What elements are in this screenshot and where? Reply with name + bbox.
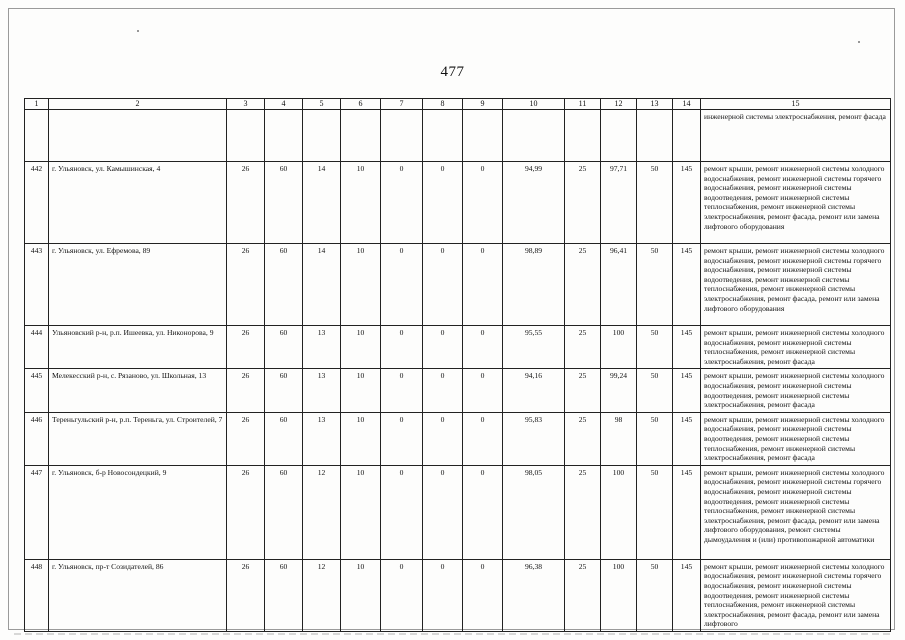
value-cell-c12: 100	[601, 465, 637, 559]
value-cell-c13: 50	[637, 412, 673, 465]
value-cell-c7: 0	[381, 412, 423, 465]
value-cell-c4: 60	[265, 162, 303, 244]
address-cell: г. Ульяновск, ул. Ефремова, 89	[49, 244, 227, 326]
value-cell-c11: 25	[565, 465, 601, 559]
value-cell-c14: 145	[673, 559, 701, 631]
value-cell-c14: 145	[673, 369, 701, 412]
value-cell-c14: 145	[673, 326, 701, 369]
value-cell-c3: 26	[227, 559, 265, 631]
works-cell: ремонт крыши, ремонт инженерной системы холодного водоснабжения, ремонт инженерной системы горячего водоснабжения, ремонт инженерной системы водоотведения, ремонт инженерной системы теплоснабжения, ремонт инженерной системы электроснабжения, ремонт фасада, ремонт или замена лифтового оборудования	[701, 162, 891, 244]
value-cell-c7: 0	[381, 559, 423, 631]
value-cell-c7: 0	[381, 244, 423, 326]
value-cell-c6: 10	[341, 369, 381, 412]
value-cell-c3: 26	[227, 369, 265, 412]
column-number: 5	[303, 99, 341, 110]
value-cell-c14: 145	[673, 244, 701, 326]
table-row	[25, 559, 891, 631]
value-cell-c7: 0	[381, 369, 423, 412]
value-cell-c5: 13	[303, 369, 341, 412]
value-cell-c9: 0	[463, 465, 503, 559]
row-number-cell: 447	[25, 465, 49, 559]
works-cell: ремонт крыши, ремонт инженерной системы холодного водоснабжения, ремонт инженерной системы водоотведения, ремонт инженерной системы теплоснабжения, ремонт инженерной системы электроснабжения, ремонт фасада	[701, 412, 891, 465]
column-number: 8	[423, 99, 463, 110]
value-cell-c12: 97,71	[601, 162, 637, 244]
value-cell-c9: 0	[463, 244, 503, 326]
value-cell-c9: 0	[463, 559, 503, 631]
column-number: 7	[381, 99, 423, 110]
value-cell-c7: 0	[381, 162, 423, 244]
value-cell-c10: 95,55	[503, 326, 565, 369]
address-cell: г. Ульяновск, пр-т Созидателей, 86	[49, 559, 227, 631]
value-cell-c11: 25	[565, 412, 601, 465]
value-cell-c11: 25	[565, 244, 601, 326]
value-cell-c14: 145	[673, 162, 701, 244]
column-number: 9	[463, 99, 503, 110]
table-row	[25, 369, 891, 412]
value-cell-c5: 14	[303, 162, 341, 244]
table-row	[25, 244, 891, 326]
value-cell-c4: 60	[265, 559, 303, 631]
value-cell-c13: 50	[637, 369, 673, 412]
works-cell: ремонт крыши, ремонт инженерной системы холодного водоснабжения, ремонт инженерной системы водоотведения, ремонт инженерной системы электроснабжения, ремонт фасада	[701, 369, 891, 412]
value-cell-c13: 50	[637, 244, 673, 326]
value-cell-c7: 0	[381, 326, 423, 369]
value-cell-c10: 98,89	[503, 244, 565, 326]
works-cell: инженерной системы электроснабжения, ремонт фасада	[701, 110, 891, 162]
value-cell-c4: 60	[265, 326, 303, 369]
value-cell-c3: 26	[227, 244, 265, 326]
value-cell-c8: 0	[423, 412, 463, 465]
value-cell-c3: 26	[227, 465, 265, 559]
continuation-row	[25, 110, 891, 162]
row-number-cell: 445	[25, 369, 49, 412]
value-cell-c3: 26	[227, 412, 265, 465]
scan-speck	[137, 30, 139, 32]
value-cell-c13: 50	[637, 465, 673, 559]
column-number: 13	[637, 99, 673, 110]
value-cell-c6: 10	[341, 326, 381, 369]
column-number: 1	[25, 99, 49, 110]
value-cell-c11: 25	[565, 162, 601, 244]
address-cell: г. Ульяновск, б-р Новосондецкий, 9	[49, 465, 227, 559]
value-cell-c6: 10	[341, 244, 381, 326]
value-cell-c14: 145	[673, 465, 701, 559]
value-cell-c11: 25	[565, 326, 601, 369]
value-cell-c5: 14	[303, 244, 341, 326]
value-cell-c4: 60	[265, 369, 303, 412]
value-cell-c4: 60	[265, 244, 303, 326]
address-cell: г. Ульяновск, ул. Камышинская, 4	[49, 162, 227, 244]
works-cell: ремонт крыши, ремонт инженерной системы холодного водоснабжения, ремонт инженерной системы горячего водоснабжения, ремонт инженерной системы водоотведения, ремонт инженерной системы теплоснабжения, ремонт инженерной системы электроснабжения, ремонт фасада, ремонт или замена лифтового	[701, 559, 891, 631]
page-number: 477	[440, 64, 465, 80]
value-cell-c8: 0	[423, 162, 463, 244]
value-cell-c14: 145	[673, 412, 701, 465]
value-cell-c8: 0	[423, 465, 463, 559]
column-number: 15	[701, 99, 891, 110]
address-cell: Ульяновский р-н, р.п. Ишеевка, ул. Никонорова, 9	[49, 326, 227, 369]
value-cell-c13: 50	[637, 162, 673, 244]
value-cell-c11: 25	[565, 369, 601, 412]
row-number-cell: 444	[25, 326, 49, 369]
value-cell-c12: 98	[601, 412, 637, 465]
column-number: 3	[227, 99, 265, 110]
column-number: 2	[49, 99, 227, 110]
column-number: 6	[341, 99, 381, 110]
table-row	[25, 326, 891, 369]
value-cell-c8: 0	[423, 326, 463, 369]
column-number-row	[25, 99, 891, 110]
value-cell-c8: 0	[423, 559, 463, 631]
value-cell-c13: 50	[637, 326, 673, 369]
value-cell-c9: 0	[463, 369, 503, 412]
value-cell-c4: 60	[265, 465, 303, 559]
value-cell-c12: 96,41	[601, 244, 637, 326]
value-cell-c9: 0	[463, 326, 503, 369]
works-cell: ремонт крыши, ремонт инженерной системы холодного водоснабжения, ремонт инженерной системы теплоснабжения, ремонт инженерной системы электроснабжения, ремонт фасада	[701, 326, 891, 369]
value-cell-c6: 10	[341, 559, 381, 631]
value-cell-c9: 0	[463, 162, 503, 244]
value-cell-c6: 10	[341, 465, 381, 559]
column-number: 4	[265, 99, 303, 110]
row-number-cell: 446	[25, 412, 49, 465]
table-row	[25, 412, 891, 465]
address-cell: Тереньгульский р-н, р.п. Тереньга, ул. Строителей, 7	[49, 412, 227, 465]
value-cell-c6: 10	[341, 162, 381, 244]
repair-register-table	[24, 98, 891, 632]
column-number: 14	[673, 99, 701, 110]
works-cell: ремонт крыши, ремонт инженерной системы холодного водоснабжения, ремонт инженерной системы горячего водоснабжения, ремонт инженерной системы водоотведения, ремонт инженерной системы теплоснабжения, ремонт инженерной системы электроснабжения, ремонт фасада, ремонт или замена лифтового оборудования	[701, 244, 891, 326]
value-cell-c10: 98,05	[503, 465, 565, 559]
value-cell-c10: 96,38	[503, 559, 565, 631]
value-cell-c10: 94,99	[503, 162, 565, 244]
row-number-cell: 443	[25, 244, 49, 326]
value-cell-c4: 60	[265, 412, 303, 465]
address-cell: Мелекесский р-н, с. Рязаново, ул. Школьная, 13	[49, 369, 227, 412]
value-cell-c8: 0	[423, 244, 463, 326]
value-cell-c5: 12	[303, 559, 341, 631]
column-number: 10	[503, 99, 565, 110]
column-number: 12	[601, 99, 637, 110]
table-row	[25, 162, 891, 244]
row-number-cell: 448	[25, 559, 49, 631]
value-cell-c12: 100	[601, 326, 637, 369]
value-cell-c12: 99,24	[601, 369, 637, 412]
value-cell-c5: 13	[303, 412, 341, 465]
value-cell-c10: 95,83	[503, 412, 565, 465]
value-cell-c13: 50	[637, 559, 673, 631]
scan-speck	[858, 41, 860, 43]
value-cell-c3: 26	[227, 326, 265, 369]
value-cell-c10: 94,16	[503, 369, 565, 412]
column-number: 11	[565, 99, 601, 110]
table-row	[25, 465, 891, 559]
value-cell-c5: 13	[303, 326, 341, 369]
value-cell-c3: 26	[227, 162, 265, 244]
value-cell-c5: 12	[303, 465, 341, 559]
works-cell: ремонт крыши, ремонт инженерной системы холодного водоснабжения, ремонт инженерной системы горячего водоснабжения, ремонт инженерной системы водоотведения, ремонт инженерной системы теплоснабжения, ремонт инженерной системы электроснабжения, ремонт фасада, ремонт или замена лифтового оборудования, ремонт системы дымоудаления и (или) противопожарной автоматики	[701, 465, 891, 559]
row-number-cell: 442	[25, 162, 49, 244]
value-cell-c11: 25	[565, 559, 601, 631]
value-cell-c6: 10	[341, 412, 381, 465]
value-cell-c12: 100	[601, 559, 637, 631]
value-cell-c9: 0	[463, 412, 503, 465]
scan-edge-noise	[14, 633, 891, 635]
value-cell-c7: 0	[381, 465, 423, 559]
value-cell-c8: 0	[423, 369, 463, 412]
